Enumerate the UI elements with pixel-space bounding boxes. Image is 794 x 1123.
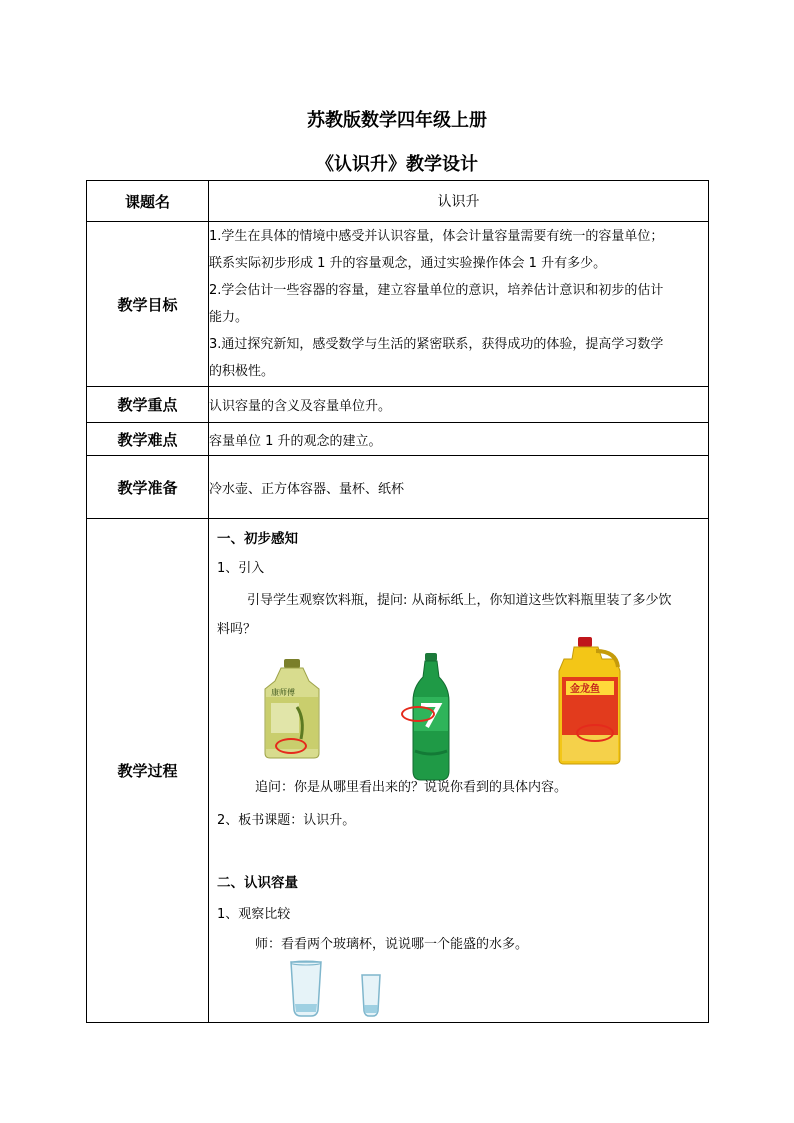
- row-value-topic: 认识升: [209, 181, 709, 222]
- table-row: [87, 423, 709, 456]
- goal-line: 2.学会估计一些容器的容量，建立容量单位的意识，培养估计意识和初步的估计: [209, 283, 664, 298]
- row-label-process: 教学过程: [87, 519, 209, 1023]
- table-row: [87, 181, 709, 222]
- volume-label-highlight: [275, 738, 307, 754]
- paragraph: 追问：你是从哪里看出来的？说说你看到的具体内容。: [255, 780, 568, 795]
- table-row: [87, 222, 709, 387]
- paragraph: 料吗？: [217, 622, 257, 637]
- row-value-goals: [209, 222, 709, 387]
- list-item: 1、引入: [217, 561, 265, 576]
- row-value-preparation: 冷水壶、正方体容器、量杯、纸杯: [209, 456, 709, 519]
- oil-jug-image: [556, 637, 624, 765]
- goal-line: 1.学生在具体的情境中感受并认识容量，体会计量容量需要有统一的容量单位；: [209, 229, 664, 244]
- volume-label-highlight: [401, 706, 435, 722]
- row-value-difficulties: 容量单位 1 升的观念的建立。: [209, 423, 709, 456]
- goal-line: 3.通过探究新知，感受数学与生活的紧密联系，获得成功的体验，提高学习数学: [209, 337, 664, 352]
- table-row: [87, 519, 709, 1023]
- row-value-key-points: 认识容量的含义及容量单位升。: [209, 387, 709, 423]
- row-label-key-points: 教学重点: [87, 387, 209, 423]
- section-heading: 二、认识容量: [217, 875, 298, 891]
- section-heading: 一、初步感知: [217, 531, 298, 547]
- row-label-topic: 课题名: [87, 181, 209, 222]
- row-label-goals: 教学目标: [87, 222, 209, 387]
- goal-line: 能力。: [209, 310, 249, 325]
- oil-brand-label: 金龙鱼: [570, 684, 600, 695]
- tall-glass-image: [289, 960, 323, 1018]
- document-subtitle: 《认识升》教学设计: [316, 154, 478, 175]
- lesson-plan-table: [86, 180, 709, 1023]
- goal-line: 的积极性。: [209, 364, 275, 379]
- list-item: 2、板书课题：认识升。: [217, 813, 356, 828]
- row-label-preparation: 教学准备: [87, 456, 209, 519]
- paragraph: 师：看看两个玻璃杯，说说哪一个能盛的水多。: [255, 937, 529, 952]
- document-title: 苏教版数学四年级上册: [307, 110, 487, 131]
- volume-label-highlight: [576, 724, 614, 742]
- goal-line: 联系实际初步形成 1 升的容量观念，通过实验操作体会 1 升有多少。: [209, 256, 607, 271]
- short-glass-image: [360, 973, 382, 1018]
- tea-brand-label: 康师傅: [271, 688, 295, 697]
- paragraph: 引导学生观察饮料瓶，提问: 从商标纸上，你知道这些饮料瓶里装了多少饮: [247, 593, 672, 608]
- table-row: [87, 387, 709, 423]
- table-row: [87, 456, 709, 519]
- row-value-process: [209, 519, 709, 1023]
- row-label-difficulties: 教学难点: [87, 423, 209, 456]
- list-item: 1、观察比较: [217, 907, 291, 922]
